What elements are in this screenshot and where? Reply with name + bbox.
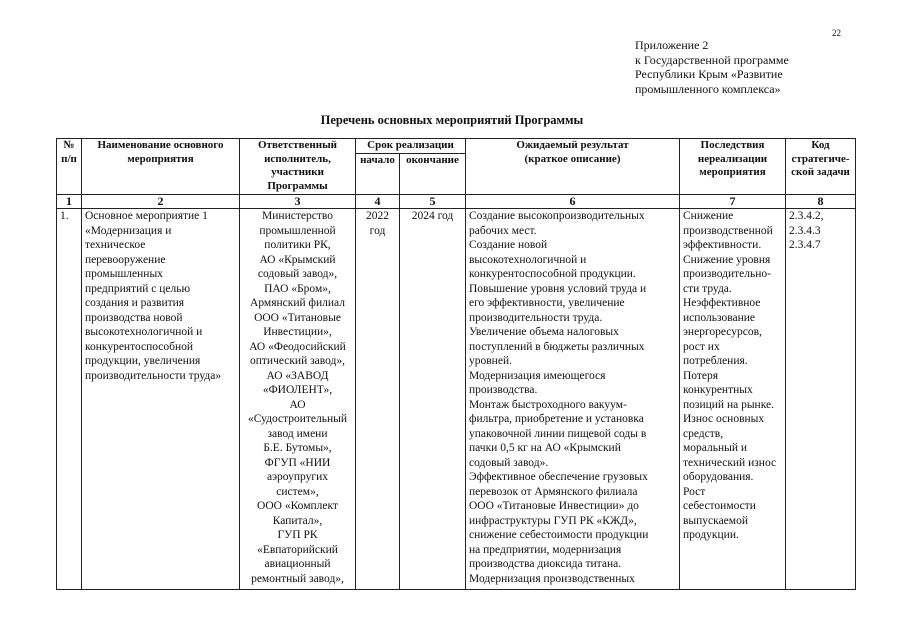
table-row xyxy=(57,209,856,590)
text-line: Неэффективное xyxy=(683,297,761,309)
text-line: 2022 xyxy=(366,210,389,222)
text-line: АО xyxy=(289,398,306,411)
text-line: политики РК, xyxy=(264,239,331,251)
header-text: мероприятия xyxy=(699,166,766,178)
text-line: Увеличение объема налоговых xyxy=(469,326,619,338)
text-line: Снижение уровня xyxy=(683,253,771,266)
text-line: систем», xyxy=(276,485,319,498)
text-line: «Судостроительный xyxy=(247,413,348,425)
row-number: 1. xyxy=(57,209,82,590)
executor-lines xyxy=(243,209,352,589)
header-text: ской задачи xyxy=(791,166,850,178)
column-number: 6 xyxy=(466,195,680,209)
text-line: предприятий с целью xyxy=(85,282,191,295)
header-text: Ожидаемый результат xyxy=(516,139,629,151)
header-text: Программы xyxy=(267,179,328,192)
header-text: нереализации xyxy=(697,152,768,165)
measure-name-lines xyxy=(85,209,236,589)
text-line: использование xyxy=(683,311,756,324)
text-line: рабочих мест. xyxy=(469,224,537,237)
text-line: ООО «Титановые xyxy=(254,311,341,324)
text-line: продукции, увеличения xyxy=(85,355,201,367)
header-num xyxy=(57,139,82,195)
text-line: 2.3.4.7 xyxy=(789,239,821,251)
text-line: продукции. xyxy=(683,529,739,541)
text-line: упаковочной линии пищевой соды в xyxy=(469,427,647,440)
text-line: 2024 год xyxy=(411,210,454,222)
page-number: 22 xyxy=(832,28,841,38)
header-period: Срок реализации xyxy=(356,139,466,154)
executor-cell xyxy=(240,209,356,590)
end-lines xyxy=(403,209,462,224)
text-line: производства. xyxy=(469,384,538,396)
text-line: энергоресурсов, xyxy=(683,326,762,338)
text-line: конкурентоспособной продукции. xyxy=(469,268,636,280)
text-line: «Модернизация и xyxy=(85,224,172,237)
header-end: окончание xyxy=(400,154,466,195)
text-line: на предприятии, модернизация xyxy=(469,543,622,556)
text-line: фильтра, приобретение и установка xyxy=(469,413,644,425)
header-result xyxy=(466,139,680,195)
header-text: Код xyxy=(811,139,830,151)
text-line: рост их xyxy=(683,340,720,353)
text-line: аэроупругих xyxy=(267,471,328,483)
column-number: 3 xyxy=(240,195,356,209)
text-line: конкурентоспособной xyxy=(85,340,194,353)
text-line: Б.Е. Бутомы», xyxy=(263,442,332,454)
start-cell xyxy=(356,209,400,590)
text-line: Потеря xyxy=(683,369,719,382)
text-line: Капитал», xyxy=(272,514,323,527)
text-line: ФГУП «НИИ xyxy=(264,456,331,469)
result-cell xyxy=(466,209,680,590)
text-line: Повышение уровня условий труда и xyxy=(469,282,647,295)
text-line: Рост xyxy=(683,485,706,498)
text-line: технический износ xyxy=(683,456,777,469)
text-line: высокотехнологичной и xyxy=(469,253,587,266)
column-number: 2 xyxy=(82,195,240,209)
text-line: его эффективности, увеличение xyxy=(469,297,625,309)
text-line: выпускаемой xyxy=(683,514,748,527)
measures-table xyxy=(56,138,856,590)
text-line: производства диоксида титана. xyxy=(469,558,622,570)
text-line: Монтаж быстроходного вакуум- xyxy=(469,398,627,411)
text-line: производительности труда. xyxy=(469,311,603,324)
header-consequences xyxy=(680,139,786,195)
text-line: «Евпаторийский xyxy=(257,543,338,556)
text-line: создания и развития xyxy=(85,297,185,309)
text-line: промышленных xyxy=(85,268,163,280)
text-line: поступлений в бюджеты различных xyxy=(469,340,645,353)
text-line: содовый завод». xyxy=(469,456,549,469)
text-line: Создание новой xyxy=(469,239,548,251)
text-line: Основное мероприятие 1 xyxy=(85,210,208,222)
consequences-lines xyxy=(683,209,782,589)
header-text: № xyxy=(63,139,75,151)
end-cell xyxy=(400,209,466,590)
code-cell xyxy=(786,209,856,590)
text-line: моральный и xyxy=(683,442,748,454)
text-line: позиций на рынке. xyxy=(683,398,774,411)
measure-name-cell xyxy=(82,209,240,590)
text-line: 2.3.4.2, xyxy=(789,210,824,222)
appendix-line: к Государственной программе xyxy=(635,52,789,67)
result-lines xyxy=(469,209,676,589)
header-text: Ответственный xyxy=(257,139,338,151)
text-line: завод имени xyxy=(267,427,328,440)
text-line: «ФИОЛЕНТ», xyxy=(262,384,333,396)
text-line: техническое xyxy=(85,239,146,251)
text-line: инфраструктуры ГУП РК «КЖД», xyxy=(469,514,637,527)
text-line: содовый завод», xyxy=(257,268,338,280)
column-number: 7 xyxy=(680,195,786,209)
text-line: производительно- xyxy=(683,268,771,280)
text-line: Модернизация имеющегося xyxy=(469,369,606,382)
document-title: Перечень основных мероприятий Программы xyxy=(320,113,584,127)
header-name xyxy=(82,139,240,195)
header-start: начало xyxy=(356,154,400,195)
text-line: авиационный xyxy=(264,558,331,570)
text-line: оборудования. xyxy=(683,471,754,483)
code-lines xyxy=(789,209,852,253)
text-line: Износ основных xyxy=(683,413,765,425)
header-executor xyxy=(240,139,356,195)
text-line: перевозок от Армянского филиала xyxy=(469,485,638,498)
header-text: Наименование основного xyxy=(97,139,224,151)
text-line: ООО «Титановые Инвестиции» до xyxy=(469,500,639,512)
appendix-line: Приложение 2 xyxy=(635,38,709,52)
header-text: участники xyxy=(271,166,324,178)
text-line: промышленной xyxy=(259,224,336,237)
text-line: 2.3.4.3 xyxy=(789,224,821,237)
header-code xyxy=(786,139,856,195)
text-line: перевооружение xyxy=(85,253,166,266)
text-line: ремонтный завод», xyxy=(251,572,344,585)
header-text: Последствия xyxy=(700,139,765,151)
text-line: производительности труда» xyxy=(85,369,222,382)
text-line: производства новой xyxy=(85,311,183,324)
text-line: пачки 0,5 кг на АО «Крымский xyxy=(469,442,621,454)
text-line: сти труда. xyxy=(683,282,732,295)
text-line: АО «Феодосийский xyxy=(249,340,346,353)
start-lines xyxy=(359,209,396,238)
text-line: ПАО «Бром», xyxy=(264,282,331,295)
header-text: п/п xyxy=(61,152,77,165)
consequences-cell xyxy=(680,209,786,590)
appendix-header xyxy=(635,38,789,96)
text-line: Инвестиции», xyxy=(263,326,332,338)
text-line: снижение себестоимости продукции xyxy=(469,529,649,541)
text-line: потребления. xyxy=(683,355,748,367)
header-text: мероприятия xyxy=(127,152,194,165)
text-line: Модернизация производственных xyxy=(469,572,635,585)
header-text: (краткое описание) xyxy=(524,152,621,165)
text-line: уровней. xyxy=(469,355,512,367)
appendix-line: промышленного комплекса» xyxy=(635,81,781,96)
table-header-row xyxy=(57,139,856,154)
column-number: 5 xyxy=(400,195,466,209)
header-text: исполнитель, xyxy=(264,152,331,165)
text-line: Армянский филиал xyxy=(250,297,345,309)
text-line: себестоимости xyxy=(683,500,756,512)
text-line: Эффективное обеспечение грузовых xyxy=(469,471,648,483)
text-line: год xyxy=(369,224,386,237)
text-line: ООО «Комплект xyxy=(257,500,338,512)
text-line: производственной xyxy=(683,224,773,237)
text-line: АО «Крымский xyxy=(259,253,336,266)
text-line: высокотехнологичной и xyxy=(85,326,203,338)
text-line: эффективности. xyxy=(683,239,762,251)
header-text: стратегиче- xyxy=(791,152,850,165)
text-line: конкурентных xyxy=(683,384,753,396)
column-number: 1 xyxy=(57,195,82,209)
text-line: ГУП РК xyxy=(277,529,318,541)
text-line: Снижение xyxy=(683,210,734,222)
text-line: Министерство xyxy=(262,210,333,222)
column-number: 8 xyxy=(786,195,856,209)
text-line: АО «ЗАВОД xyxy=(266,369,329,382)
text-line: средств, xyxy=(683,427,724,440)
text-line: оптический завод», xyxy=(249,355,346,367)
text-line: Создание высокопроизводительных xyxy=(469,210,645,222)
appendix-line: Республики Крым «Развитие xyxy=(635,67,783,81)
column-number: 4 xyxy=(356,195,400,209)
column-number-row xyxy=(57,195,856,209)
